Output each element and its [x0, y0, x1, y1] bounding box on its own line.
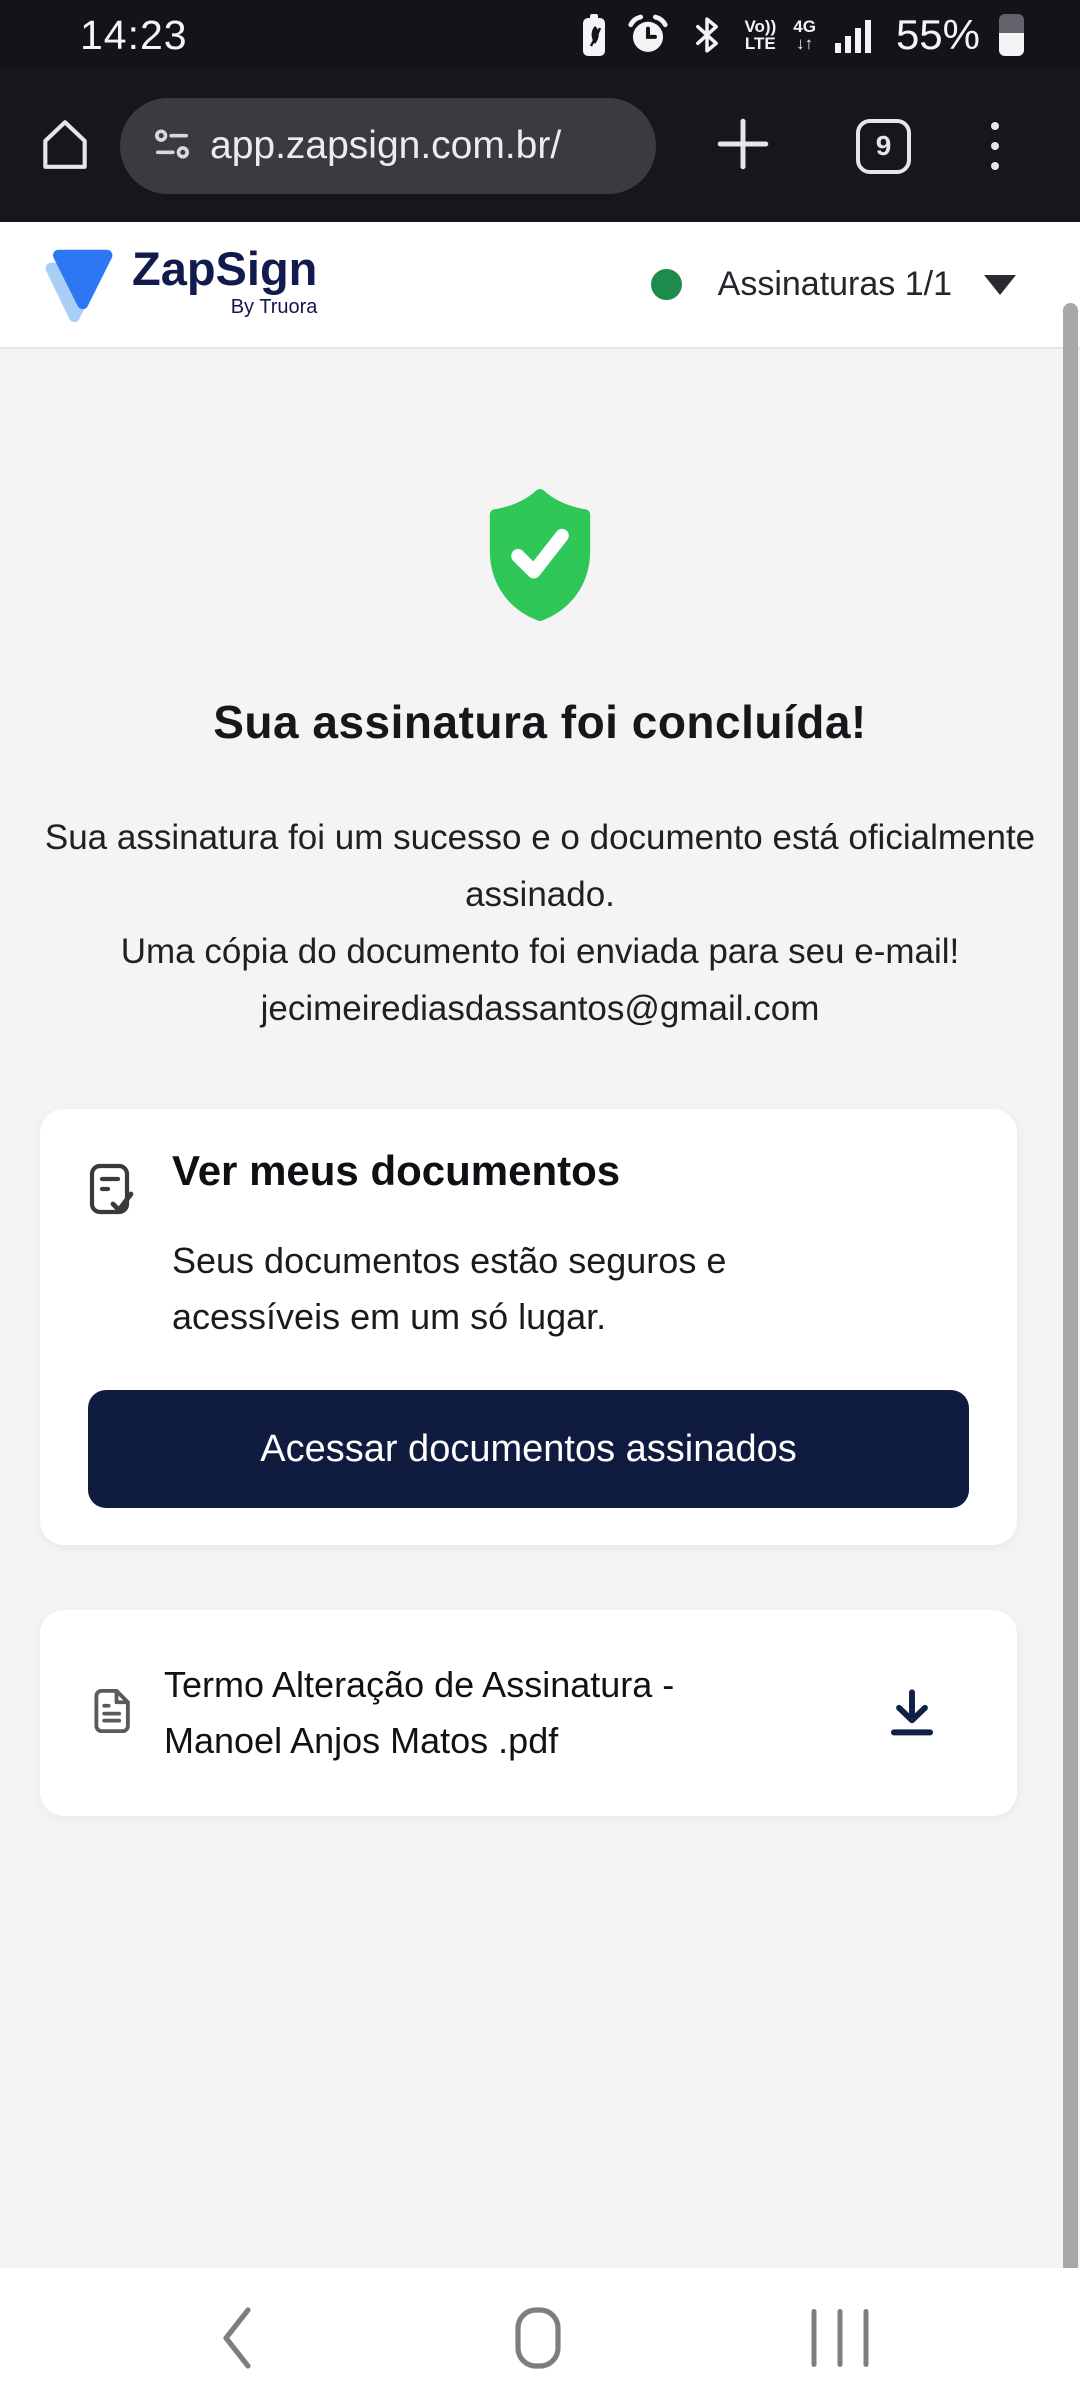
brand-name: ZapSign	[132, 241, 318, 295]
download-button[interactable]	[879, 1682, 945, 1744]
chevron-down-icon	[984, 275, 1016, 295]
access-signed-documents-label: Acessar documentos assinados	[260, 1427, 797, 1470]
success-shield-icon	[487, 489, 593, 626]
documents-card	[40, 1109, 1017, 1545]
android-navigation-bar	[0, 2268, 1080, 2408]
file-name-text: Termo Alteração de Assinatura - Manoel Anjos Matos .pdf	[164, 1664, 675, 1761]
recents-button[interactable]	[812, 2309, 869, 2367]
back-button[interactable]	[218, 2304, 258, 2372]
message-line-1: Sua assinatura foi um sucesso e o documento está oficialmente assinado.	[44, 818, 1036, 914]
file-document-icon	[92, 1686, 134, 1741]
signatures-label: Assinaturas 1/1	[717, 265, 952, 303]
tab-switcher-button[interactable]	[856, 119, 911, 174]
download-icon	[879, 1682, 945, 1744]
file-card[interactable]	[40, 1610, 1017, 1816]
browser-home-button[interactable]	[36, 115, 94, 178]
brand-subtitle: By Truora	[230, 295, 318, 318]
tab-count-text: 9	[875, 130, 892, 161]
page-title: Sua assinatura foi concluída!	[213, 696, 867, 748]
url-text[interactable]: app.zapsign.com.br/	[210, 124, 562, 167]
signatures-dropdown[interactable]	[651, 265, 1016, 304]
access-signed-documents-button[interactable]	[88, 1390, 969, 1508]
site-settings-icon[interactable]	[152, 124, 192, 169]
documents-card-title: Ver meus documentos	[172, 1147, 621, 1194]
new-tab-button[interactable]	[714, 115, 772, 178]
network-4g-icon: 4G ↓↑	[793, 17, 816, 53]
battery-percent-text: 55%	[895, 11, 980, 58]
app-header	[0, 222, 1080, 349]
bluetooth-icon	[687, 13, 727, 57]
status-bar	[0, 0, 1080, 70]
clock-text: 14:23	[80, 11, 188, 58]
alarm-icon	[626, 13, 670, 57]
message-line-2: Uma cópia do documento foi enviada para seu e-mail! jecimeirediasdassantos@gmail.com	[120, 932, 960, 1028]
scrollbar[interactable]	[1063, 303, 1078, 2273]
status-dot	[651, 269, 682, 300]
home-button[interactable]	[513, 2305, 563, 2371]
document-check-icon	[86, 1161, 138, 1226]
battery-icon	[999, 14, 1024, 56]
url-bar[interactable]	[120, 98, 656, 194]
signal-strength-icon	[833, 15, 875, 55]
battery-saver-icon	[579, 12, 609, 58]
confirmation-message	[35, 809, 1045, 1037]
documents-card-description: Seus documentos estão seguros e acessíveis em um só lugar.	[172, 1240, 727, 1337]
browser-toolbar	[0, 70, 1080, 222]
page-content	[0, 349, 1080, 2268]
browser-menu-button[interactable]	[991, 122, 999, 170]
volte-icon: Vo)) LTE	[744, 17, 777, 53]
zapsign-logo	[40, 241, 318, 326]
